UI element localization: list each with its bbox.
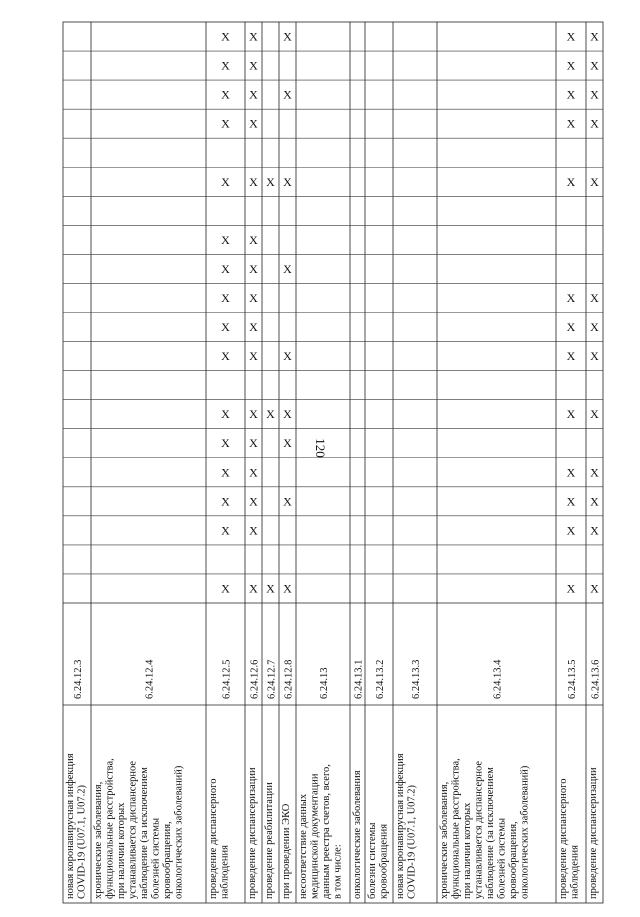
row-label <box>367 823 390 899</box>
mark-cell: X <box>249 523 258 538</box>
mark-cell: X <box>283 87 292 102</box>
row-label-line: кровообращения, <box>508 821 519 899</box>
mark-cell: X <box>590 116 599 131</box>
mark-cell: X <box>283 407 292 422</box>
mark-cell: X <box>283 436 292 451</box>
mark-cell: X <box>249 494 258 509</box>
row-label-line: устанавливается диспансерное <box>473 760 485 899</box>
mark-cell: X <box>221 58 230 73</box>
mark-cell: X <box>221 581 230 596</box>
row-code: 6.24.13.5 <box>567 659 578 699</box>
row-label <box>264 782 275 899</box>
mark-cell: X <box>249 116 258 131</box>
mark-cell: X <box>266 174 275 189</box>
mark-cell: X <box>221 87 230 102</box>
row-label-line: проведение диспансерного <box>558 778 569 899</box>
row-label <box>439 758 531 899</box>
row-label-line: COVID-19 (U07.1, U07.2) <box>76 784 88 899</box>
mark-cell: X <box>249 174 258 189</box>
mark-cell: X <box>566 349 576 364</box>
row-label-line: болезни системы <box>367 822 378 899</box>
row-label-line: наблюдение (за исключением <box>485 767 496 899</box>
row-label-line: наблюдения <box>569 845 581 899</box>
mark-cell: X <box>566 407 576 422</box>
mark-cell: X <box>249 581 258 596</box>
row-label-line: хронические заболевания, <box>439 781 450 899</box>
mark-cell: X <box>283 349 292 364</box>
mark-cell: X <box>221 320 230 335</box>
row-label-line: наблюдение (за исключением <box>139 767 150 899</box>
row-code: 6.24.12.4 <box>144 659 156 699</box>
mark-cell: X <box>590 523 599 538</box>
mark-cell: X <box>221 465 230 480</box>
mark-cell: X <box>590 58 599 73</box>
row-label <box>352 770 363 899</box>
row-code: 6.24.13.1 <box>353 659 365 699</box>
row-label <box>281 803 292 899</box>
mark-cell: X <box>566 465 576 480</box>
row-code: 6.24.12.5 <box>221 659 233 699</box>
row-label-line: новая коронавирусная инфекция <box>65 753 76 899</box>
mark-cell: X <box>221 261 230 276</box>
mark-cell: X <box>590 349 599 364</box>
mark-cell: X <box>590 494 599 509</box>
mark-cell: X <box>249 465 258 480</box>
row-code: 6.24.12.8 <box>283 659 295 699</box>
page-number: 120 <box>313 438 328 458</box>
row-label-line: проведение диспансерного <box>208 778 219 899</box>
row-label-line: несоответствие данных <box>298 793 309 899</box>
row-label-line: данным реестра счетов, всего, <box>321 764 332 899</box>
mark-cell: X <box>249 320 258 335</box>
row-code: 6.24.13.3 <box>411 659 422 699</box>
row-label-line: проведение диспансеризации <box>588 767 599 899</box>
mark-cell: X <box>221 494 230 509</box>
row-label <box>208 779 231 899</box>
row-label-line: проведение реабилитации <box>264 782 275 899</box>
row-code: 6.24.13.6 <box>590 659 602 699</box>
row-label-line: при проведении ЭКО <box>281 803 292 899</box>
mark-cell: X <box>566 523 576 538</box>
row-code: 6.24.13.4 <box>492 659 504 699</box>
row-label-line: хронические заболевания, <box>93 781 104 899</box>
row-label-line: наблюдения <box>219 845 231 899</box>
mark-cell: X <box>266 581 275 596</box>
row-label-line: онкологических заболеваний) <box>519 765 531 899</box>
mark-cell: X <box>249 290 258 305</box>
mark-cell: X <box>566 494 576 509</box>
mark-cell: X <box>566 58 576 73</box>
row-label-line: проведение диспансеризации <box>247 767 258 899</box>
mark-cell: X <box>221 116 230 131</box>
row-label-line: болезней системы <box>150 817 162 899</box>
row-label-line: функциональные расстройства, <box>450 758 462 899</box>
mark-cell: X <box>283 174 292 189</box>
row-label <box>395 753 418 899</box>
mark-cell: X <box>221 407 230 422</box>
mark-cell: X <box>590 581 599 596</box>
row-label-line: в том числе: <box>332 844 344 899</box>
row-label <box>65 753 88 899</box>
mark-cell: X <box>221 290 230 305</box>
mark-cell: X <box>566 320 576 335</box>
mark-cell: X <box>221 232 230 247</box>
row-label-line: онкологических заболеваний) <box>173 765 185 899</box>
row-label <box>298 764 344 899</box>
mark-cell: X <box>221 174 230 189</box>
mark-cell: X <box>566 290 576 305</box>
row-code: 6.24.13 <box>319 667 330 699</box>
row-label-line: COVID-19 (U07.1, U07.2) <box>406 784 418 899</box>
mark-cell: X <box>590 174 599 189</box>
row-code: 6.24.12.7 <box>266 659 278 699</box>
mark-cell: X <box>221 436 230 451</box>
mark-cell: X <box>566 174 576 189</box>
mark-cell: X <box>221 29 230 44</box>
mark-cell: X <box>566 29 576 44</box>
row-label-line: кровообращения <box>378 823 390 899</box>
mark-cell: X <box>221 349 230 364</box>
mark-cell: X <box>566 581 576 596</box>
mark-cell: X <box>590 87 599 102</box>
row-label <box>93 758 185 899</box>
mark-cell: X <box>566 87 576 102</box>
row-label-line: при наличии которых <box>462 802 473 899</box>
mark-cell: X <box>590 290 599 305</box>
row-label-line: онкологические заболевания <box>352 770 363 899</box>
row-label-line: новая коронавирусная инфекция <box>395 753 406 899</box>
row-code: 6.24.13.2 <box>375 659 386 699</box>
mark-cell: X <box>283 261 292 276</box>
mark-cell: X <box>249 232 258 247</box>
row-label-line: при наличии которых <box>116 802 127 899</box>
row-label-line: кровообращения, <box>162 821 173 899</box>
mark-cell: X <box>249 407 258 422</box>
row-label <box>247 767 258 899</box>
mark-cell: X <box>590 29 599 44</box>
mark-cell: X <box>566 116 576 131</box>
row-label-line: медицинской документации <box>309 773 321 899</box>
mark-cell: X <box>249 261 258 276</box>
row-code: 6.24.12.3 <box>73 659 84 699</box>
mark-cell: X <box>249 58 258 73</box>
row-label-line: устанавливается диспансерное <box>127 760 139 899</box>
row-label <box>558 779 581 899</box>
mark-cell: X <box>249 29 258 44</box>
row-code: 6.24.12.6 <box>249 659 261 699</box>
mark-cell: X <box>283 581 292 596</box>
mark-cell: X <box>266 407 275 422</box>
mark-cell: X <box>249 436 258 451</box>
mark-cell: X <box>283 29 292 44</box>
mark-cell: X <box>590 407 599 422</box>
mark-cell: X <box>590 320 599 335</box>
row-label-line: болезней системы <box>496 817 508 899</box>
row-label <box>588 767 599 899</box>
mark-cell: X <box>590 465 599 480</box>
mark-cell: X <box>221 523 230 538</box>
row-label-line: функциональные расстройства, <box>104 758 116 899</box>
mark-cell: X <box>249 87 258 102</box>
mark-cell: X <box>249 349 258 364</box>
mark-cell: X <box>283 494 292 509</box>
